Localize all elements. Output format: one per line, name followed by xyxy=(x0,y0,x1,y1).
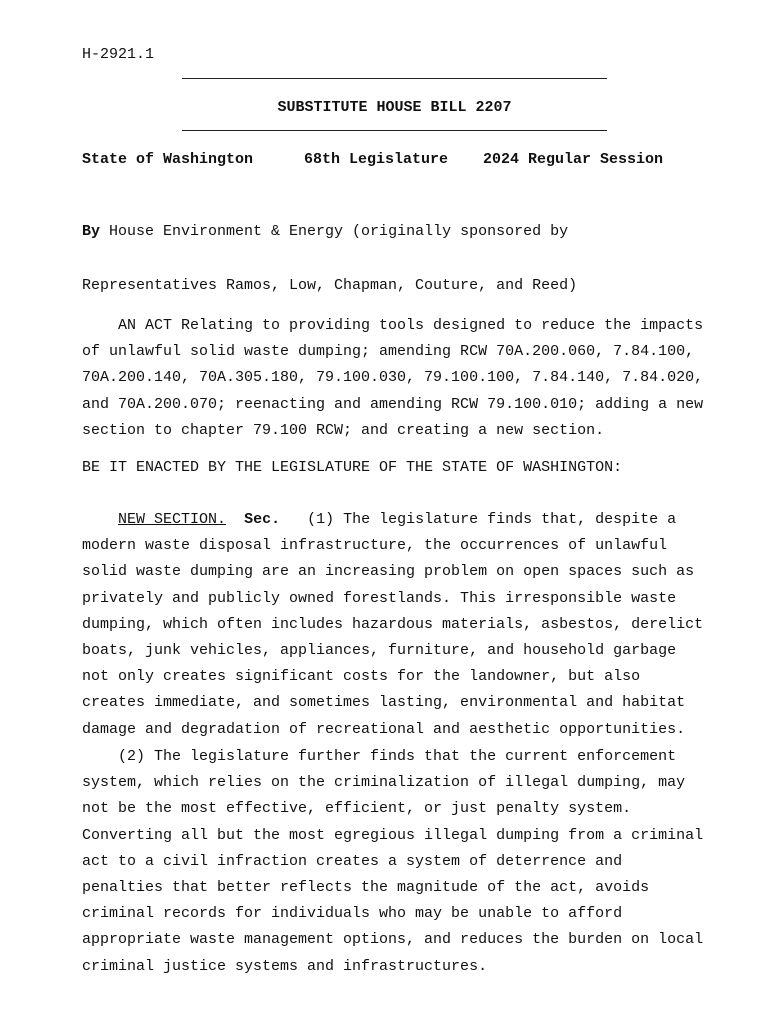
section-1-line: dumping, which often includes hazardous materials, asbestos, derelict xyxy=(82,615,704,633)
section-2-line: (2) The legislature further finds that the current enforcement xyxy=(82,748,677,765)
title-rule-bottom xyxy=(182,130,607,131)
sponsor-block xyxy=(82,187,577,331)
section-2-line: act to a civil infraction creates a system of deterrence and xyxy=(82,852,623,870)
sponsor-by-label: By xyxy=(82,223,101,240)
section-1-paragraph xyxy=(82,507,722,743)
act-title-paragraph xyxy=(82,313,722,444)
section-indent xyxy=(82,511,118,528)
section-1-line: privately and publicly owned forestlands. This irresponsible waste xyxy=(82,589,677,607)
section-2-paragraph xyxy=(82,744,722,980)
act-line: of unlawful solid waste dumping; amending RCW 70A.200.060, 7.84.100, xyxy=(82,343,695,361)
section-2-line: Converting all but the most egregious illegal dumping from a criminal xyxy=(82,826,704,844)
state-label: State of Washington xyxy=(82,151,254,168)
act-line: and 70A.200.070; reenacting and amending RCW 79.100.010; adding a new xyxy=(82,395,704,413)
act-line: AN ACT Relating to providing tools designed to reduce the impacts xyxy=(82,317,704,334)
section-1-line: solid waste dumping are an increasing problem on open spaces such as xyxy=(82,563,695,581)
new-section-label: NEW SECTION. xyxy=(118,511,227,528)
section-2-line: appropriate waste management options, and reduces the burden on local xyxy=(82,931,704,949)
sponsor-line-2: Representatives Ramos, Low, Chapman, Couture, and Reed) xyxy=(82,277,578,294)
bill-title: SUBSTITUTE HOUSE BILL 2207 xyxy=(277,99,512,116)
section-1-line: creates immediate, and sometimes lasting, environmental and habitat xyxy=(82,694,686,712)
section-1-line: not only creates significant costs for the landowner, but also xyxy=(82,668,641,686)
section-2-line: penalties that better reflects the magnitude of the act, avoids xyxy=(82,879,650,897)
session-label: 2024 Regular Session xyxy=(483,151,664,168)
act-line: 70A.200.140, 70A.305.180, 79.100.030, 79.100.100, 7.84.140, 7.84.020, xyxy=(82,369,704,387)
legislature-label: 68th Legislature xyxy=(304,151,449,168)
act-line: section to chapter 79.100 RCW; and creating a new section. xyxy=(82,421,605,439)
document-id: H-2921.1 xyxy=(82,46,155,63)
section-1-line: modern waste disposal infrastructure, the occurrences of unlawful xyxy=(82,537,668,555)
section-1-first-line: (1) The legislature finds that, despite a xyxy=(280,511,677,528)
title-rule-top xyxy=(182,78,607,79)
section-2-line: not be the most effective, efficient, or just penalty system. xyxy=(82,800,632,818)
section-2-line: criminal records for individuals who may be unable to afford xyxy=(82,905,623,923)
section-1-line: boats, junk vehicles, appliances, furniture, and household garbage xyxy=(82,642,677,660)
section-2-line: criminal justice systems and infrastructures. xyxy=(82,957,488,975)
enacting-clause: BE IT ENACTED BY THE LEGISLATURE OF THE STATE OF WASHINGTON: xyxy=(82,459,623,476)
sec-label: Sec. xyxy=(244,511,281,528)
section-2-line: system, which relies on the criminalization of illegal dumping, may xyxy=(82,774,686,792)
section-1-line: damage and degradation of recreational and aesthetic opportunities. xyxy=(82,720,686,738)
sponsor-line-1: House Environment & Energy (originally sponsored by xyxy=(100,223,569,240)
